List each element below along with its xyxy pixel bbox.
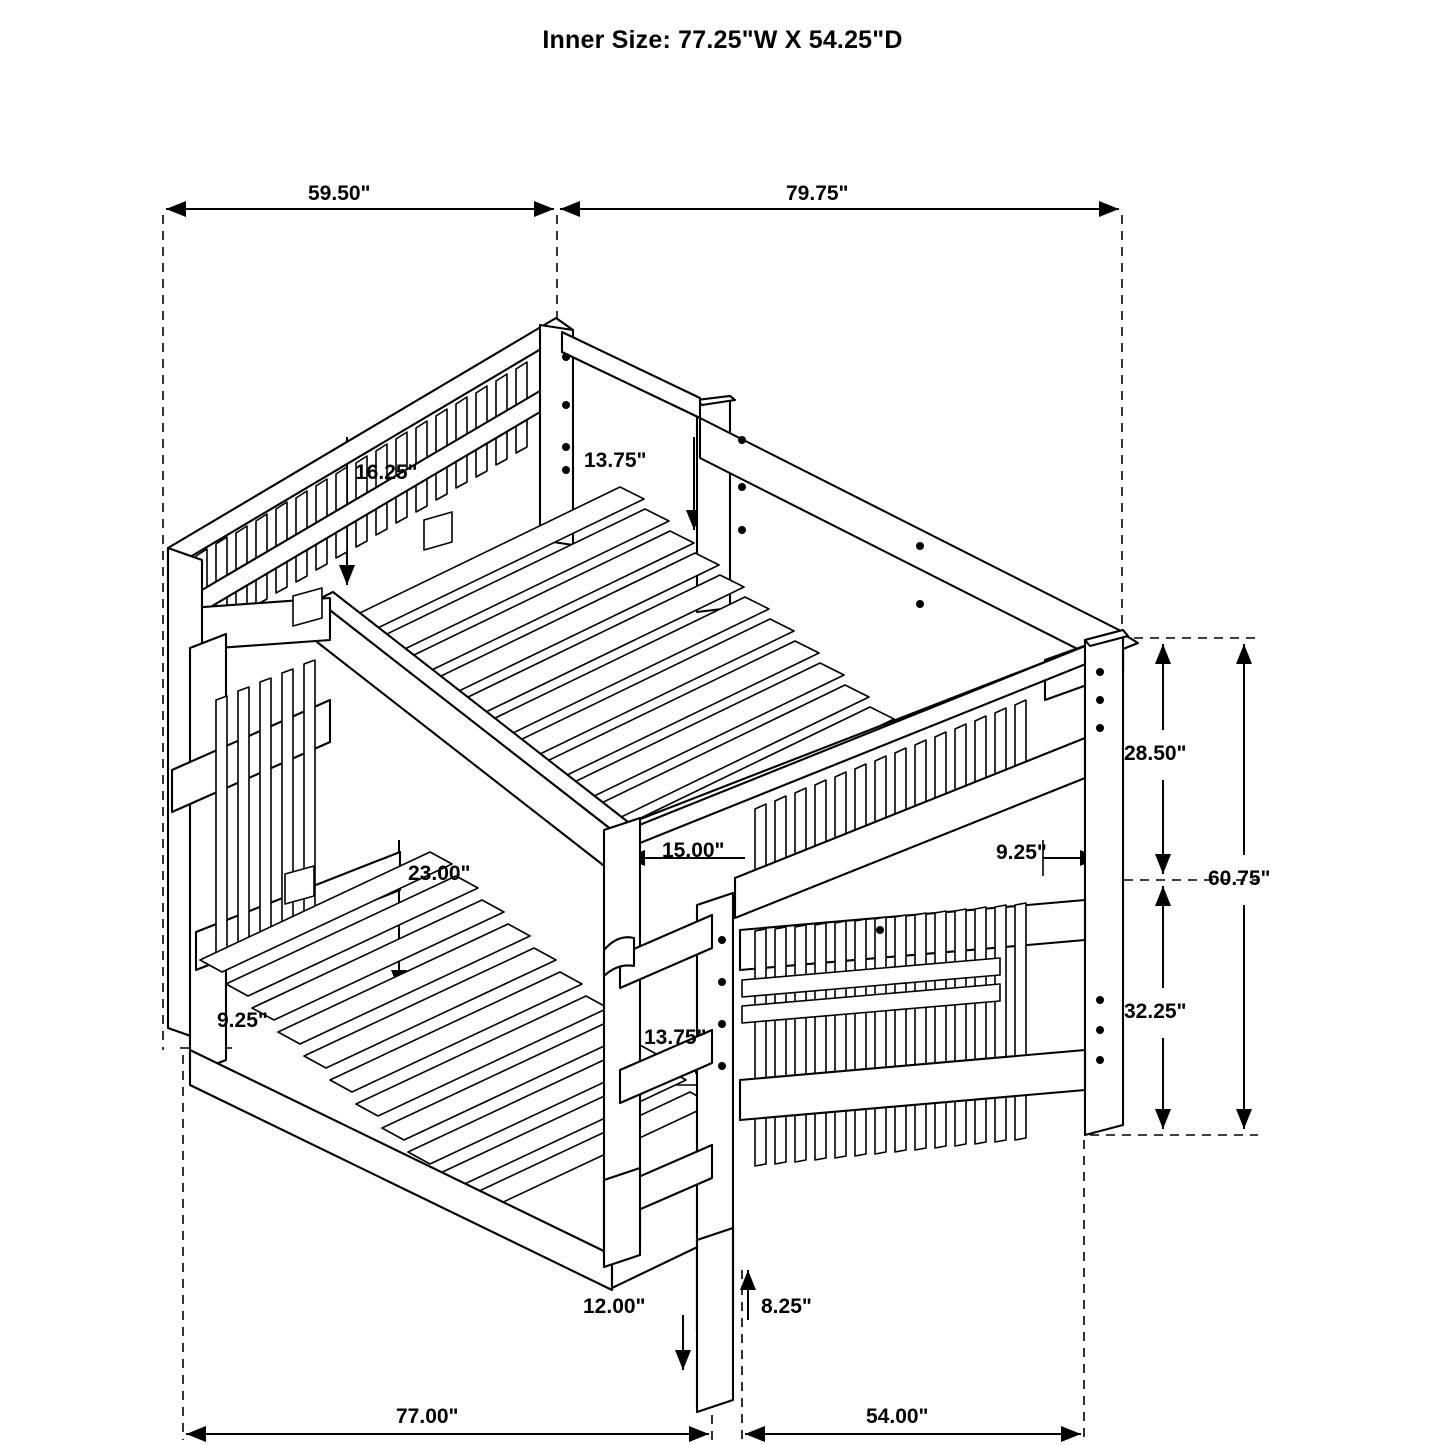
dimension-label-left-leg-height: 9.25" (217, 1009, 268, 1032)
dimension-label-right-upper-rail: 28.50" (1124, 742, 1187, 765)
dimension-label-lower-clearance: 23.00" (408, 862, 471, 885)
dimension-label-right-lower-gap: 9.25" (996, 841, 1047, 864)
dimension-label-upper-rail-height: 16.25" (355, 461, 418, 484)
dimension-label-overall-depth: 54.00" (866, 1405, 929, 1428)
dimension-label-right-lower-rail: 32.25" (1124, 1000, 1187, 1023)
dimension-label-upper-deck-drop: 13.75" (584, 449, 647, 472)
bunk-bed-illustration (168, 318, 1138, 1412)
dimension-label-ladder-step-gap: 15.00" (662, 839, 725, 862)
dimension-label-ladder-lower-step: 13.75" (644, 1026, 707, 1049)
dimension-label-top-left-width: 59.50" (308, 182, 371, 205)
dimension-label-overall-height: 60.75" (1208, 867, 1271, 890)
dimension-label-rear-foot-offset: 8.25" (761, 1295, 812, 1318)
dimension-label-front-foot-offset: 12.00" (583, 1295, 646, 1318)
page-title: Inner Size: 77.25"W X 54.25"D (542, 26, 903, 54)
dimension-label-top-right-width: 79.75" (786, 182, 849, 205)
dimension-label-overall-width: 77.00" (396, 1405, 459, 1428)
